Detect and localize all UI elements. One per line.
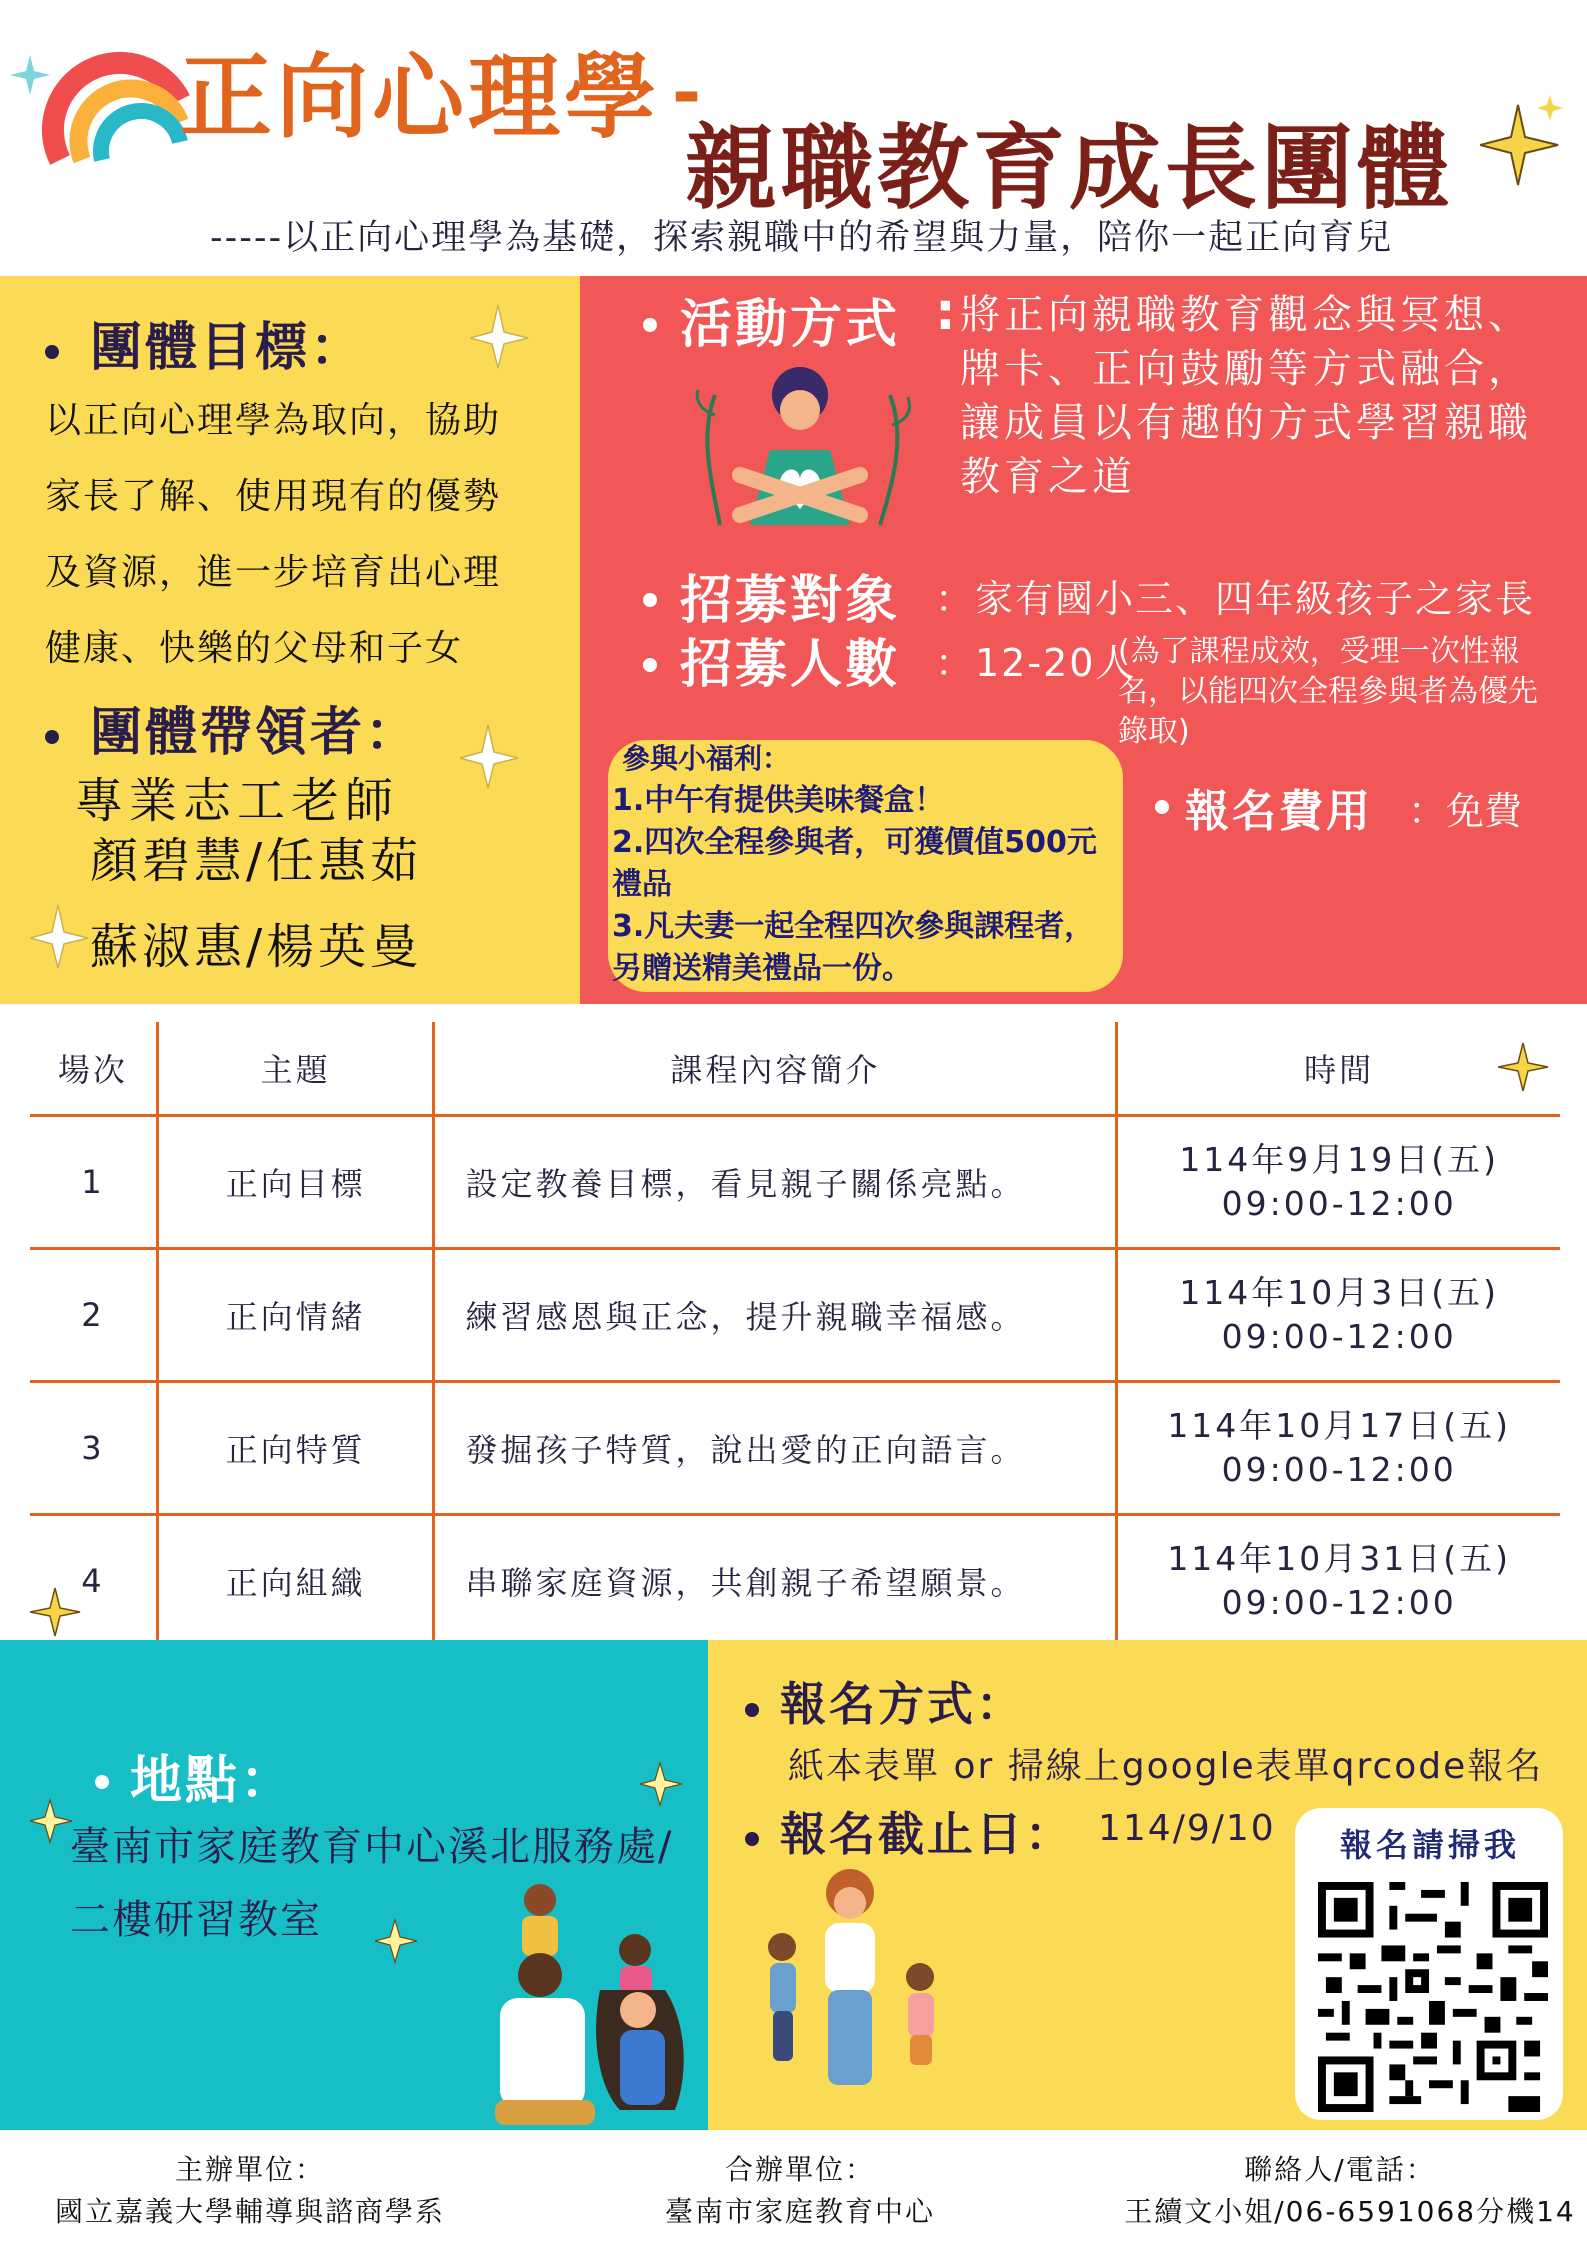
cell-hours: 09:00-12:00 — [1221, 1184, 1457, 1223]
co-organizer-label: 合辦單位： — [724, 2153, 875, 2186]
cell-session: 2 — [30, 1249, 157, 1382]
table-row — [30, 1116, 1560, 1249]
header-topic: 主題 — [157, 1022, 434, 1116]
table-header-row — [30, 1022, 1560, 1116]
cell-topic: 正向組織 — [157, 1515, 434, 1647]
cell-time — [1117, 1116, 1560, 1249]
header-session: 場次 — [30, 1022, 157, 1116]
cell-date: 114年10月17日(五) — [1167, 1406, 1512, 1445]
meditation-illustration — [680, 355, 920, 535]
cell-date: 114年9月19日(五) — [1179, 1140, 1500, 1179]
count-bullet — [643, 658, 657, 672]
sparkle-icon — [10, 55, 50, 95]
deadline-text: 114/9/10 — [1098, 1808, 1276, 1849]
leaders-bullet — [45, 730, 59, 744]
header-time: 時間 — [1117, 1022, 1560, 1116]
cell-hours: 09:00-12:00 — [1221, 1450, 1457, 1489]
count-note: (為了課程成效，受理一次性報名，以能四次全程參與者為優先錄取) — [1118, 634, 1538, 749]
deadline-heading: 報名截止日： — [780, 1807, 1074, 1861]
cell-description: 發掘孩子特質，說出愛的正向語言。 — [434, 1382, 1117, 1515]
cell-hours: 09:00-12:00 — [1221, 1317, 1457, 1356]
cell-session: 3 — [30, 1382, 157, 1515]
count-text: ：12-20人 — [935, 641, 1136, 685]
location-bullet — [95, 1775, 109, 1789]
cell-topic: 正向目標 — [157, 1116, 434, 1249]
sparkle-icon — [460, 720, 520, 790]
organizer-label: 主辦單位： — [174, 2153, 325, 2186]
benefits-content — [612, 738, 1122, 990]
cell-hours: 09:00-12:00 — [1221, 1583, 1457, 1622]
walking-family-illustration — [740, 1865, 970, 2115]
leaders-line3: 蘇淑惠/楊英曼 — [90, 919, 423, 975]
method-heading: 報名方式： — [780, 1677, 1025, 1731]
method-text: 紙本表單 or 掃線上google表單qrcode報名 — [788, 1746, 1544, 1787]
benefit-item-1: 1.中午有提供美味餐盒！ — [612, 783, 945, 818]
sparkle-icon — [1480, 95, 1565, 190]
deadline-bullet — [745, 1832, 759, 1846]
location-heading: 地點： — [130, 1751, 296, 1811]
activity-bullet — [643, 318, 657, 332]
header-description: 課程內容簡介 — [434, 1022, 1117, 1116]
cell-topic: 正向情緒 — [157, 1249, 434, 1382]
sparkle-icon — [30, 1580, 85, 1640]
activity-colon: : — [935, 282, 959, 342]
title-line2: 親職教育成長團體 — [685, 115, 1454, 222]
cell-description: 串聯家庭資源，共創親子希望願景。 — [434, 1515, 1117, 1647]
benefit-item-2: 2.四次全程參與者，可獲價值500元禮品 — [612, 825, 1097, 902]
count-heading: 招募人數 — [680, 635, 901, 695]
sparkle-icon — [30, 1795, 75, 1845]
sparkle-icon — [30, 900, 90, 970]
location-line2: 二樓研習教室 — [70, 1897, 322, 1943]
cell-description: 練習感恩與正念，提升親職幸福感。 — [434, 1249, 1117, 1382]
activity-text: 將正向親職教育觀念與冥想、牌卡、正向鼓勵等方式融合，讓成員以有趣的方式學習親職教育之道 — [960, 292, 1532, 500]
sparkle-icon — [375, 1915, 420, 1965]
target-text: ：家有國小三、四年級孩子之家長 — [935, 577, 1536, 621]
family-illustration — [460, 1880, 710, 2130]
method-bullet — [745, 1703, 759, 1717]
contact-info: 王續文小姐/06-6591068分機14 — [1124, 2195, 1576, 2228]
co-organizer-name: 臺南市家庭教育中心 — [664, 2195, 935, 2228]
table-row — [30, 1249, 1560, 1382]
rainbow-icon — [40, 40, 190, 180]
leaders-heading: 團體帶領者： — [90, 703, 421, 763]
benefit-item-3: 3.凡夫妻一起全程四次參與課程者，另贈送精美禮品一份。 — [612, 909, 1095, 986]
goal-text: 以正向心理學為取向，協助家長了解、使用現有的優勢及資源，進一步培育出心理健康、快樂的父母和子女 — [45, 400, 502, 669]
fee-text: ：免費 — [1408, 789, 1523, 833]
title-dash: - — [672, 52, 702, 134]
goal-bullet — [45, 345, 59, 359]
benefits-heading: 參與小福利： — [622, 742, 791, 775]
cell-description: 設定教養目標，看見親子關係亮點。 — [434, 1116, 1117, 1249]
cell-date: 114年10月31日(五) — [1167, 1539, 1512, 1578]
schedule-table — [30, 1022, 1560, 1646]
cell-date: 114年10月3日(五) — [1179, 1273, 1500, 1312]
sparkle-icon — [1498, 1035, 1553, 1095]
activity-heading: 活動方式 — [680, 295, 901, 355]
title-line1: 正向心理學 — [180, 44, 661, 151]
cell-time — [1117, 1249, 1560, 1382]
location-line1: 臺南市家庭教育中心溪北服務處/ — [70, 1824, 674, 1870]
sparkle-icon — [470, 300, 530, 370]
sparkle-icon — [640, 1758, 685, 1808]
cell-time — [1117, 1382, 1560, 1515]
goal-heading: 團體目標： — [90, 318, 366, 378]
cell-time — [1117, 1515, 1560, 1647]
table-row — [30, 1515, 1560, 1647]
qr-label: 報名請掃我 — [1339, 1826, 1520, 1864]
cell-session: 4 — [30, 1515, 157, 1647]
target-bullet — [643, 593, 657, 607]
cell-session: 1 — [30, 1116, 157, 1249]
contact-label: 聯絡人/電話： — [1244, 2153, 1436, 2186]
subtitle: -----以正向心理學為基礎，探索親職中的希望與力量，陪你一起正向育兒 — [210, 218, 1394, 258]
target-heading: 招募對象 — [680, 571, 901, 631]
leaders-line1: 專業志工老師 — [75, 773, 400, 829]
organizer-name: 國立嘉義大學輔導與諮商學系 — [54, 2195, 445, 2228]
qr-code[interactable] — [1318, 1882, 1548, 2112]
table-row — [30, 1382, 1560, 1515]
leaders-line2: 顏碧慧/任惠茹 — [90, 833, 423, 889]
cell-topic: 正向特質 — [157, 1382, 434, 1515]
fee-heading: 報名費用 — [1185, 786, 1373, 837]
fee-bullet — [1155, 800, 1169, 814]
